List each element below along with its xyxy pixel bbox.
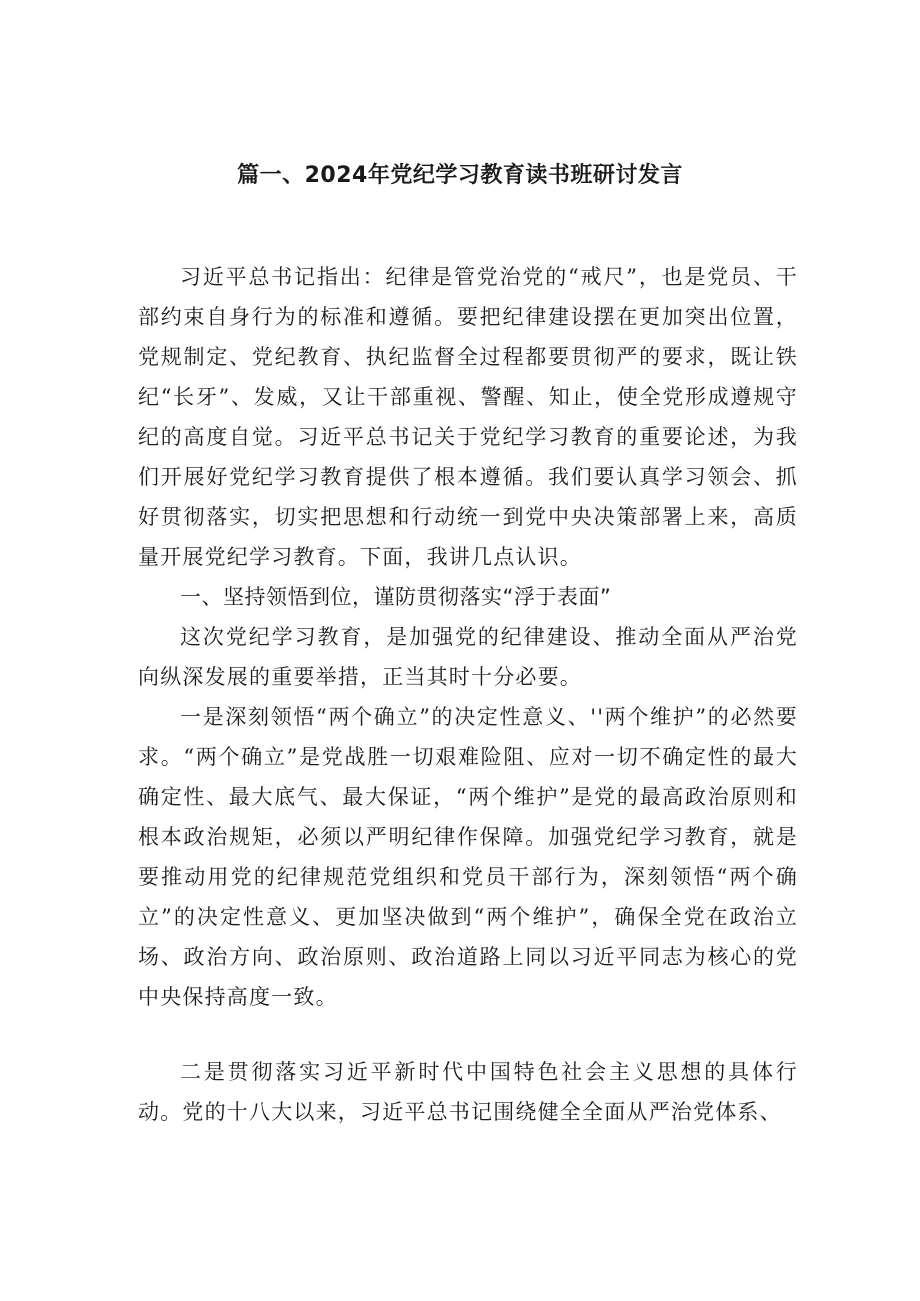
document-title: 篇一、2024年党纪学习教育读书班研讨发言	[237, 163, 683, 188]
document-body	[138, 257, 798, 1132]
paragraph-point-1: 一是深刻领悟“两个确立”的决定性意义、''两个维护”的必然要求。“两个确立”是党战胜一切艰难险阻、应对一切不确定性的最大确定性、最大底气、最大保证，“两个维护”是党的最高政治原则和根本政治规矩，必须以严明纪律作保障。加强党纪学习教育，就是要推动用党的纪律规范党组织和党员干部行为，深刻领悟“两个确立”的决定性意义、更加坚决做到“两个维护”，确保全党在政治立场、政治方向、政治原则、政治道路上同以习近平同志为核心的党中央保持高度一致。	[138, 705, 798, 1009]
paragraph-section-1-intro: 这次党纪学习教育，是加强党的纪律建设、推动全面从严治党向纵深发展的重要举措，正当其时十分必要。	[138, 625, 798, 689]
section-heading-1: 一、坚持领悟到位，谨防贯彻落实“浮于表面”	[180, 585, 612, 609]
paragraph-point-2: 二是贯彻落实习近平新时代中国特色社会主义思想的具体行动。党的十八大以来，习近平总书记围绕健全全面从严治党体系、	[138, 1060, 798, 1124]
paragraph-intro: 习近平总书记指出：纪律是管党治党的“戒尺”，也是党员、干部约束自身行为的标准和遵循。要把纪律建设摆在更加突出位置，党规制定、党纪教育、执纪监督全过程都要贯彻严的要求，既让铁纪“长牙”、发威，又让干部重视、警醒、知止，使全党形成遵规守纪的高度自觉。习近平总书记关于党纪学习教育的重要论述，为我们开展好党纪学习教育提供了根本遵循。我们要认真学习领会、抓好贯彻落实，切实把思想和行动统一到党中央决策部署上来，高质量开展党纪学习教育。下面，我讲几点认识。	[138, 265, 798, 569]
